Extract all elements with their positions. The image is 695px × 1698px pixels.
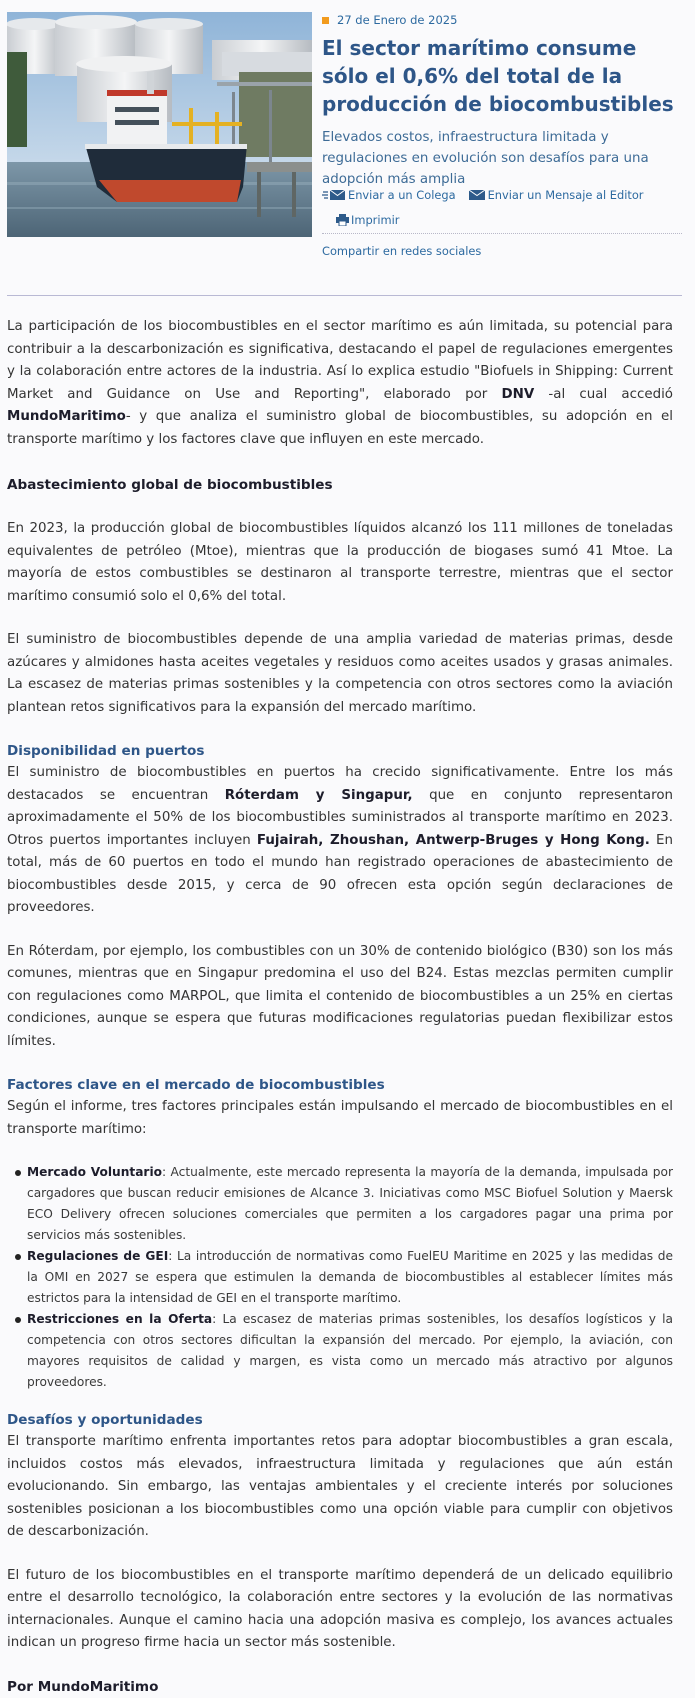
header-divider [7, 295, 682, 296]
print-link[interactable] [336, 213, 399, 227]
byline: Por MundoMaritimo [7, 1678, 159, 1695]
share-social-link[interactable]: Compartir en redes sociales [322, 244, 482, 258]
list-item [27, 1246, 673, 1309]
printer-icon [336, 214, 349, 226]
print-row [322, 211, 682, 229]
send-to-editor-label: Enviar un Mensaje al Editor [487, 188, 644, 202]
actions-row [322, 186, 682, 204]
section-heading-supply: Abastecimiento global de biocombustibles [7, 477, 333, 493]
envelope-icon [468, 189, 486, 201]
factor-label: Regulaciones de GEI [27, 1249, 169, 1263]
intro-text-d: - y que analiza el suministro global de biocombustibles, su adopción en el transporte marítimo y los factores clave que influyen en este mercado. [7, 409, 673, 447]
paragraph-ports [7, 762, 673, 920]
article-photo [7, 12, 312, 237]
date-bullet-icon [322, 17, 329, 24]
factor-text: : La introducción de normativas como FuelEU Maritime en 2025 y las medidas de la OMI en 2027 se espera que estimulen la demanda de biocombustibles al establecer límites más estrictos para la intensidad de GEI en el transporte marítimo. [27, 1249, 674, 1305]
send-to-editor-link[interactable] [468, 188, 644, 202]
article-title: El sector marítimo consume sólo el 0,6% del total de la producción de biocombustibles [322, 36, 674, 116]
article-date: 27 de Enero de 2025 [337, 13, 458, 27]
paragraph-future: El futuro de los biocombustibles en el transporte marítimo dependerá de un delicado equilibrio entre el desarrollo tecnológico, la colaboración entre sectores y la evolución de las normativas internacionales. Aunque el camino hacia una adopción masiva es complejo, los avances actuales indican un progreso firme hacia un sector más sostenible. [7, 1567, 673, 1650]
intro-bold-mundomaritimo: MundoMaritimo [7, 409, 126, 424]
paragraph-production: En 2023, la producción global de biocombustibles líquidos alcanzó los 111 millones de toneladas equivalentes de petróleo (Mtoe), mientras que la producción de biogases sumó 41 Mtoe. La mayoría de estos combustibles se destinaron al transporte terrestre, mientras que el sector marítimo consumió solo el 0,6% del total. [7, 521, 673, 604]
envelope-arrow-icon [322, 189, 346, 201]
paragraph-challenges: El transporte marítimo enfrenta importantes retos para adoptar biocombustibles a gran escala, incluidos costos más elevados, infraestructura limitada y regulaciones que aún están evolucionando. Sin embargo, las ventajas ambientales y el creciente interés por soluciones sostenibles posicionan a los biocombustibles como una opción viable para cumplir con objetivos de descarbonización. [7, 1434, 673, 1539]
date-row [322, 12, 682, 28]
section-heading-factors: Factores clave en el mercado de biocombustibles [7, 1077, 385, 1093]
intro-paragraph [7, 316, 673, 451]
ports-text-a: El suministro de biocombustibles en puertos ha crecido significativamente. Entre los más destacados se encuentran [7, 765, 673, 803]
factors-list [7, 1162, 673, 1393]
send-to-colleague-label: Enviar a un Colega [348, 188, 456, 202]
paragraph-factors-intro: Según el informe, tres factores principales están impulsando el mercado de biocombustibles en el transporte marítimo: [7, 1099, 673, 1137]
intro-text-c: -al cual accedió [534, 386, 674, 402]
intro-text-a: La participación de los biocombustibles en el sector marítimo es aún limitada, su potencial para contribuir a la descarbonización es significativa, destacando el papel de regulaciones emergentes y la colaboración entre actores de la industria. Así lo explica estudio "Biofuels in Shipping: Current Market and Guidance on Use and Reporting", elaborado por [7, 319, 673, 402]
actions-divider [322, 233, 682, 234]
article-header [322, 12, 682, 190]
tanker-photo-illustration [7, 12, 312, 237]
factor-label: Mercado Voluntario [27, 1165, 162, 1179]
paragraph-feedstock: El suministro de biocombustibles depende de una amplia variedad de materias primas, desde azúcares y almidones hasta aceites vegetales y residuos como aceites usados y grasas animales. La escasez de materias primas sostenibles y la competencia con otros sectores como la aviación plantean retos significativos para la expansión del mercado marítimo. [7, 632, 673, 715]
print-label: Imprimir [351, 213, 400, 227]
send-to-colleague-link[interactable] [322, 188, 456, 202]
list-item [27, 1309, 673, 1393]
ports-text-c: que en conjunto representaron aproximadamente el 50% de los biocombustibles suministrados al transporte marítimo en 2023. Otros puertos importantes incluyen [7, 787, 674, 848]
factor-text: : La escasez de materias primas sostenibles, los desafíos logísticos y la competencia con otros sectores dificultan la expansión del mercado. Por ejemplo, la aviación, con mayores requisitos de calidad y margen, es vista como un mercado más atractivo por algunos proveedores. [27, 1312, 673, 1389]
paragraph-blends: En Róterdam, por ejemplo, los combustibles con un 30% de contenido biológico (B30) son los más comunes, mientras que en Singapur predomina el uso del B24. Estas mezclas permiten cumplir con regulaciones como MARPOL, que limita el contenido de biocombustibles a un 25% en ciertas condiciones, aunque se espera que futuras modificaciones regulatorias puedan flexibilizar estos límites. [7, 943, 673, 1049]
section-heading-challenges: Desafíos y oportunidades [7, 1412, 203, 1428]
factor-label: Restricciones en la Oferta [27, 1312, 213, 1326]
ports-bold-rotterdam-singapore: Róterdam y Singapur, [224, 787, 413, 803]
section-heading-ports: Disponibilidad en puertos [7, 743, 205, 759]
article-body [7, 316, 673, 1698]
factor-text: : Actualmente, este mercado representa la mayoría de la demanda, impulsada por cargadores que buscan reducir emisiones de Alcance 3. Iniciativas como MSC Biofuel Solution y Maersk ECO Delivery ofrecen soluciones comerciales que permiten a los cargadores pagar una prima por servicios más sostenibles. [27, 1165, 673, 1242]
list-item [27, 1162, 673, 1246]
article-actions [322, 186, 682, 258]
ports-text-d: En total, más de 60 puertos en todo el mundo han registrado operaciones de abastecimiento de biocombustibles desde 2015, y cerca de 90 ofrecen esta opción según declaraciones de proveedores. [7, 832, 673, 915]
intro-bold-dnv: DNV [501, 386, 535, 402]
ports-bold-other-ports: Fujairah, Zhoushan, Antwerp-Bruges y Hong Kong. [256, 832, 650, 848]
article-subtitle: Elevados costos, infraestructura limitada y regulaciones en evolución son desafíos para una adopción más amplia [322, 130, 649, 187]
